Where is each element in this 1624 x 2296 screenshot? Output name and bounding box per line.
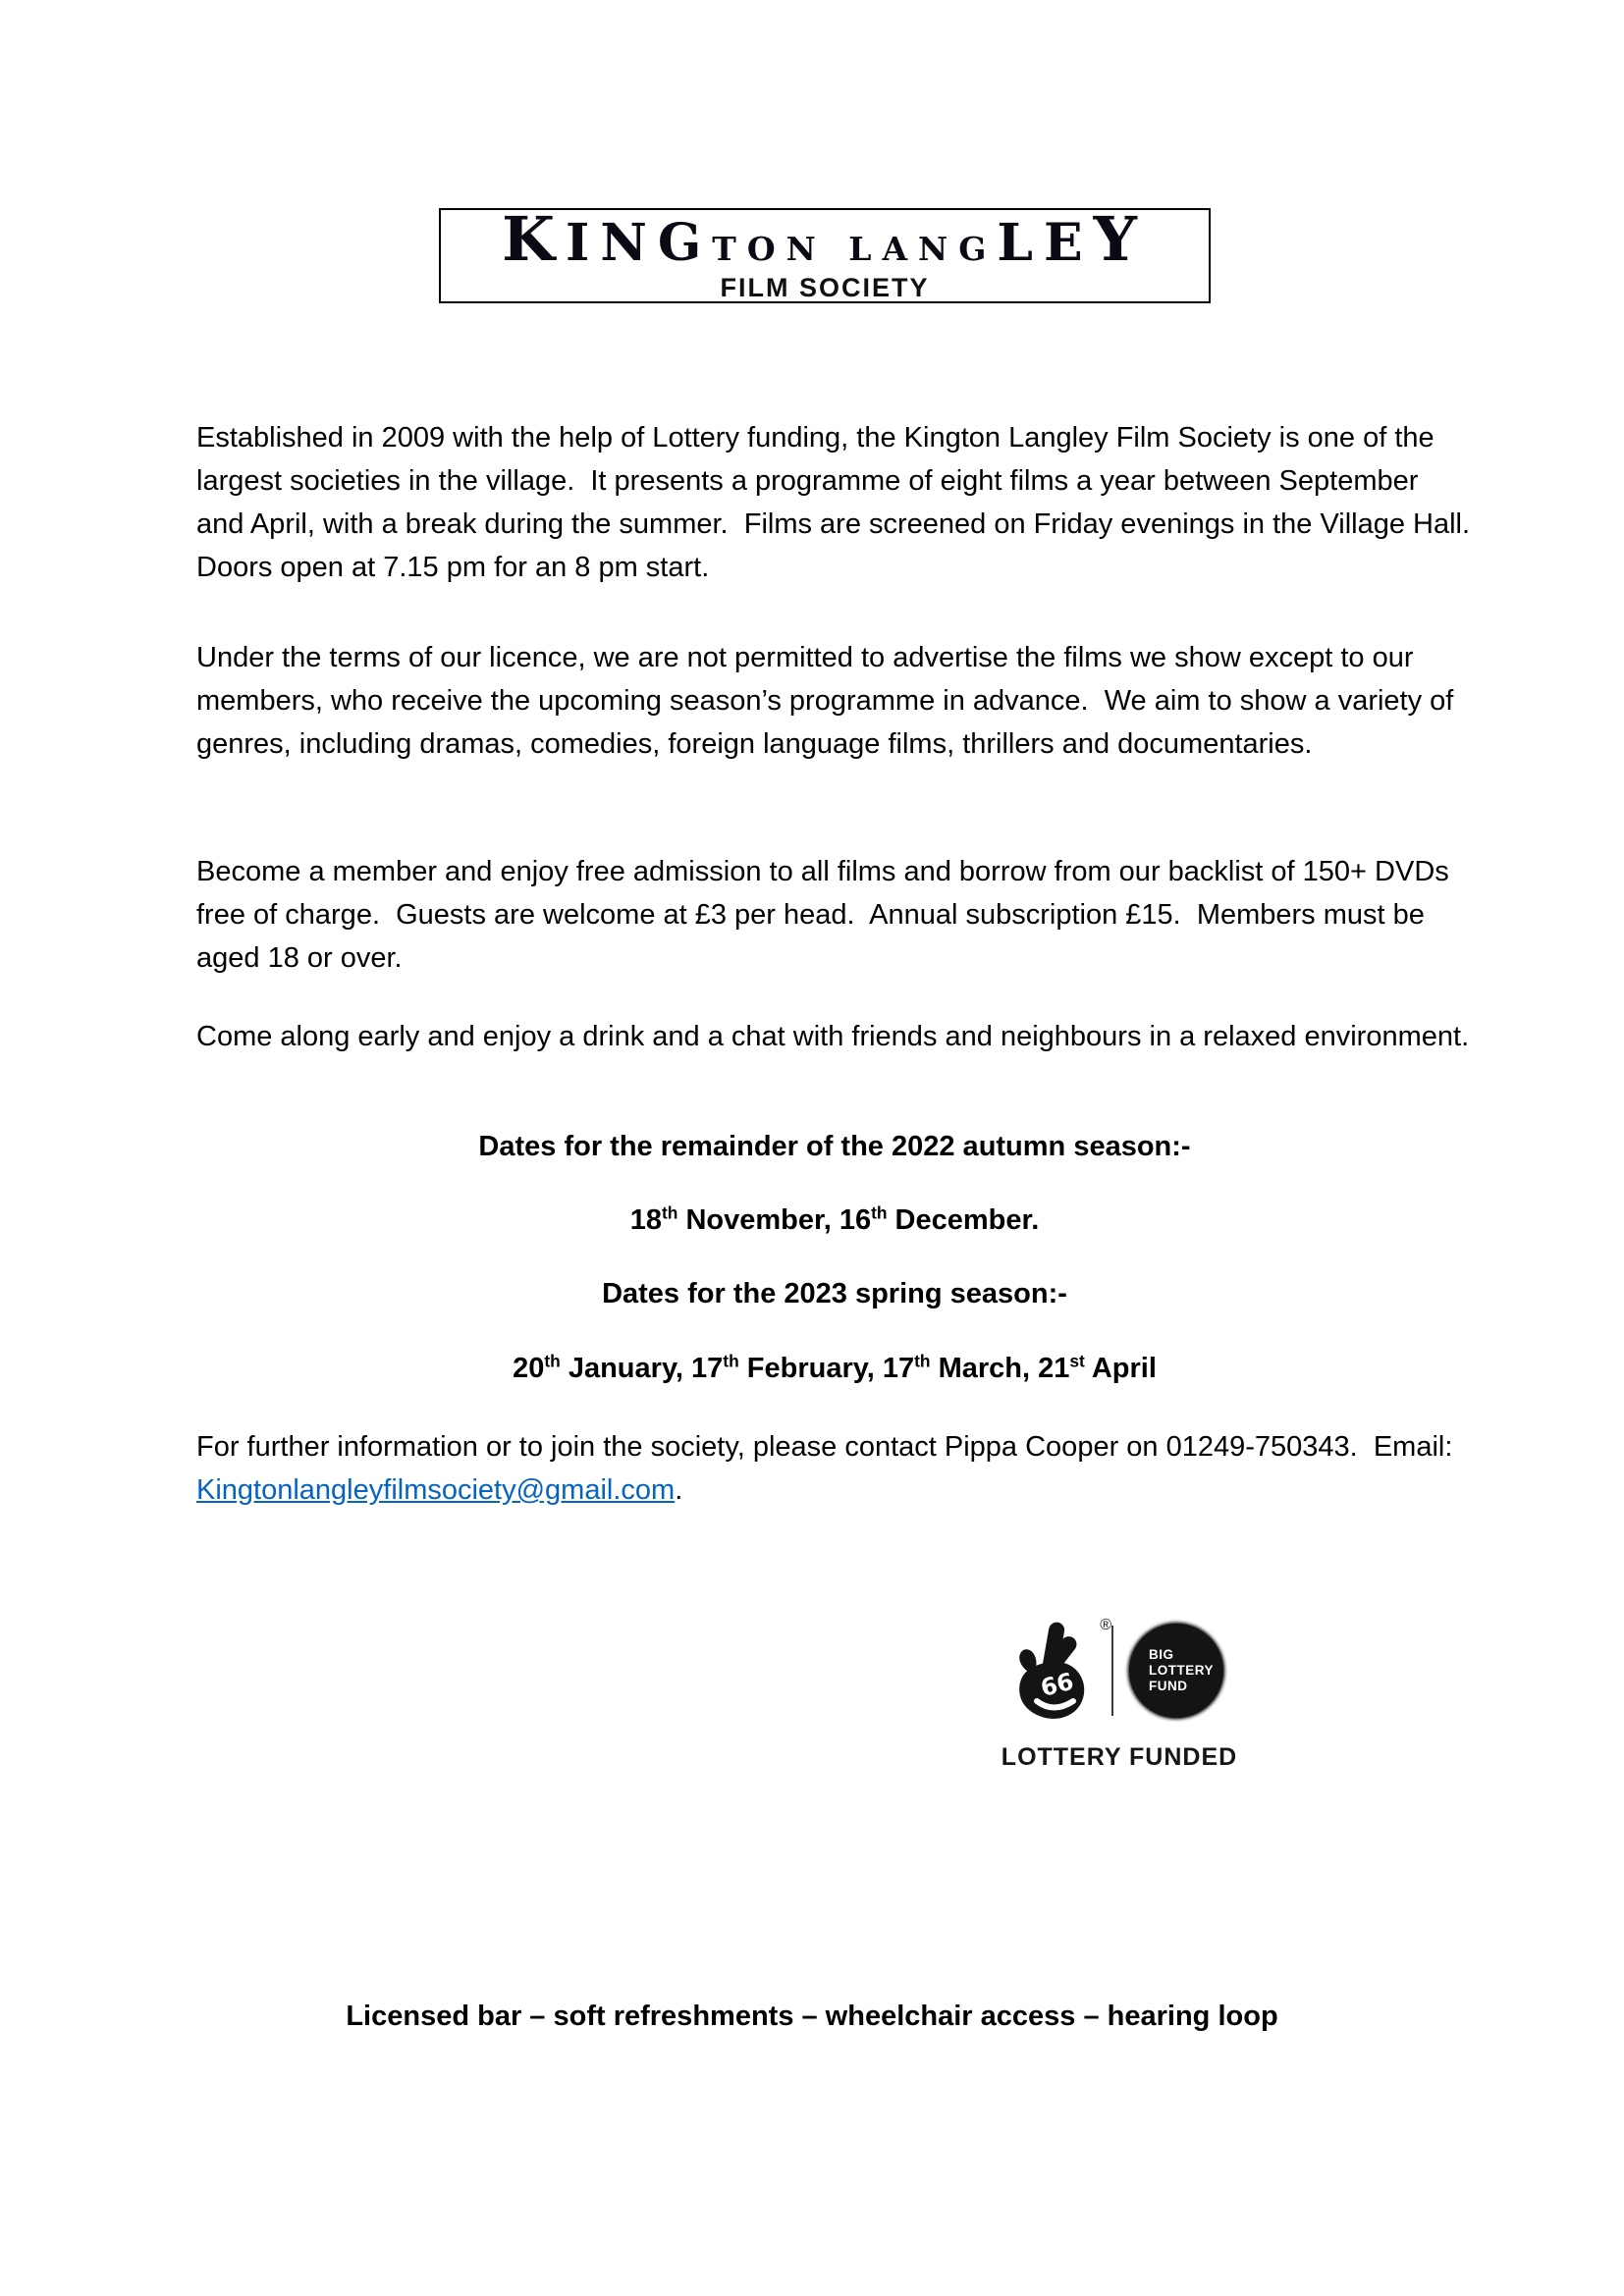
badge-line: BIG: [1149, 1647, 1174, 1663]
logo-title-segment: Y: [1093, 202, 1148, 275]
membership-paragraph: Become a member and enjoy free admission to all films and borrow from our backlist of 150+ DVDs free of charge. Guests are welcome at £3 per head. Annual subscription £15. Members must be aged 18 or over.: [196, 856, 1457, 974]
logo-subtitle: FILM SOCIETY: [720, 272, 930, 302]
film-society-logo-box: [439, 202, 1211, 303]
crossed-fingers-icon: [1015, 1617, 1111, 1721]
logo-title-segment: LANG: [848, 229, 998, 268]
logo-title-segment: LE: [997, 212, 1094, 273]
logo-title-segment: TON: [712, 229, 827, 268]
contact-text-before: For further information or to join the society, please contact Pippa Cooper on 01249-750343. Email:: [196, 1431, 1461, 1463]
lottery-logo-row: [992, 1617, 1247, 1722]
amenities-line: Licensed bar – soft refreshments – wheelchair access – hearing loop: [346, 2001, 1278, 2032]
intro-paragraph: Established in 2009 with the help of Lottery funding, the Kington Langley Film Society is one of the largest societies in the village. It presents a programme of eight films a year between September and April, with a break during the summer. Films are screened on Friday evenings in the Village Hall. Doors open at 7.15 pm for an 8 pm start.: [196, 422, 1494, 583]
badge-line: LOTTERY: [1149, 1663, 1214, 1679]
spring-season-dates: 20th January, 17th February, 17th March, 21st April: [513, 1351, 1157, 1384]
logo-title: [502, 202, 1148, 275]
lottery-logo-divider: [1111, 1626, 1113, 1716]
email-link[interactable]: Kingtonlangleyfilmsociety@gmail.com: [196, 1474, 676, 1506]
licence-paragraph: Under the terms of our licence, we are not permitted to advertise the films we show except to our members, who receive the upcoming season’s programme in advance. We aim to show a variety of genres, including dramas, comedies, foreign language films, thrillers and documentaries.: [196, 642, 1462, 760]
contact-paragraph: [196, 1425, 1473, 1512]
autumn-season-dates: 18th November, 16th December.: [629, 1202, 1040, 1236]
svg-text:66: 66: [1038, 1667, 1077, 1702]
logo-title-segment: ING: [566, 212, 713, 273]
autumn-season-heading: Dates for the remainder of the 2022 autumn season:-: [478, 1131, 1191, 1162]
big-lottery-fund-badge: [1129, 1624, 1223, 1718]
lottery-funded-caption: LOTTERY FUNDED: [1001, 1743, 1238, 1771]
badge-line: FUND: [1149, 1678, 1188, 1693]
logo-title-segment: [827, 230, 849, 268]
contact-text-after: .: [675, 1474, 683, 1506]
registered-trademark-symbol: ®: [1100, 1617, 1111, 1633]
social-paragraph: Come along early and enjoy a drink and a chat with friends and neighbours in a relaxed environment.: [196, 1021, 1470, 1052]
logo-title-segment: K: [502, 202, 567, 275]
spring-season-heading: Dates for the 2023 spring season:-: [602, 1278, 1067, 1309]
lottery-funded-logo: [992, 1617, 1247, 1772]
